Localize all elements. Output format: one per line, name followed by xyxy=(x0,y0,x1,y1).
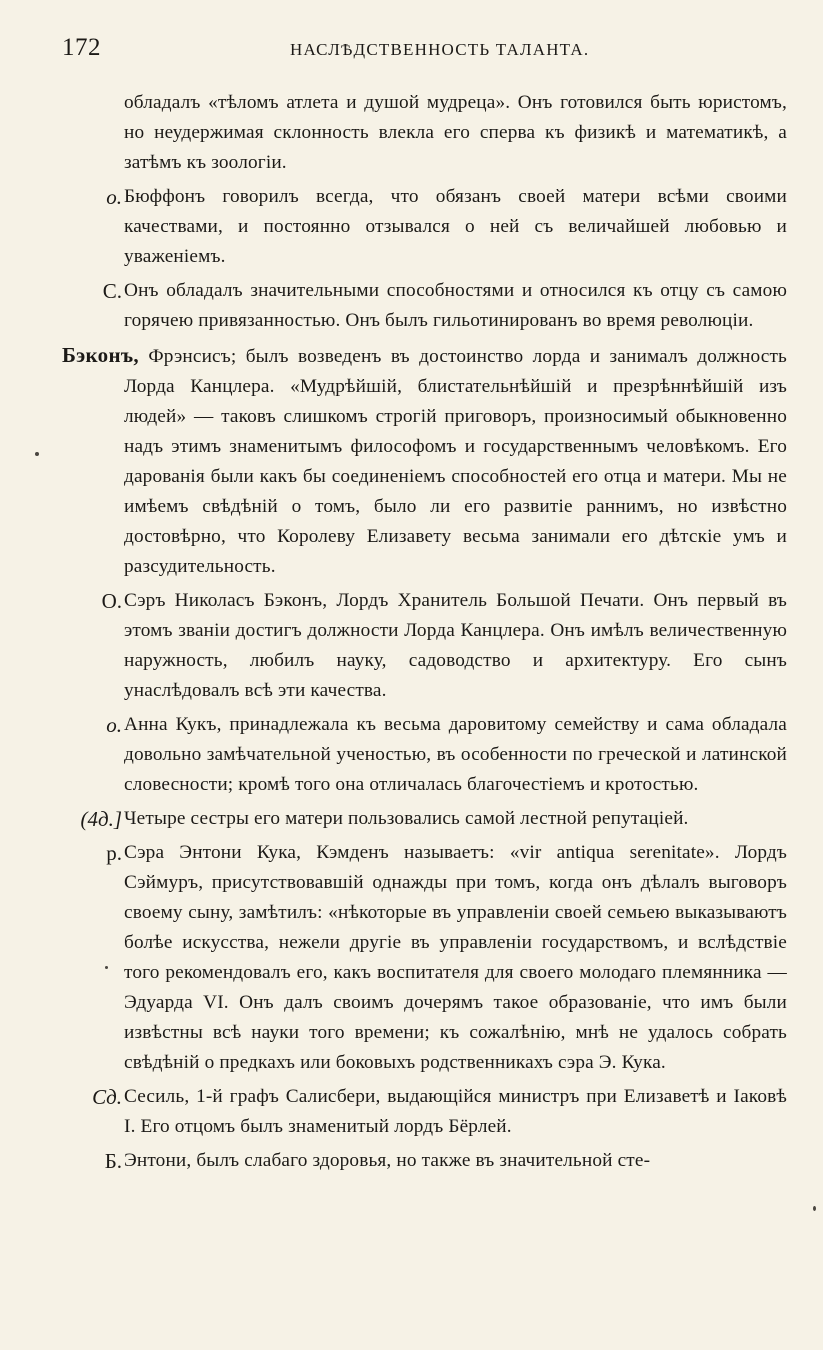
entry-body: Фрэнсисъ; былъ возведенъ въ достоинство лорда и занималъ должность Лорда Канцлера. «Мудрѣйшій, блистательнѣйшій и презрѣннѣйшій изъ людей» — таковъ слишкомъ строгій приговоръ, произносимый обыкновенно надъ этимъ знаменитымъ философомъ и государственнымъ человѣкомъ. Его дарованія были какъ бы соединеніемъ способностей его отца и матери. Мы не имѣемъ свѣдѣній о томъ, было ли его развитіе раннимъ, но извѣстно достовѣрно, что Королеву Елизавету весьма занимали его дѣтскіе умъ и разсудительность. xyxy=(124,346,787,577)
entry-label: С. xyxy=(102,279,122,303)
page-header xyxy=(62,34,782,68)
entry-text: Сэръ Николасъ Бэконъ, Лордъ Хранитель Большой Печати. Онъ первый въ этомъ званіи достигъ должности Лорда Канцлера. Онъ имѣлъ величественную наружность, любилъ науку, садоводство и архитектуру. Его сынъ унаслѣдовалъ всѣ эти качества. xyxy=(124,590,787,701)
entry-text: Четыре сестры его матери пользовались самой лестной репутаціей. xyxy=(124,808,689,829)
entry-mother-cook xyxy=(62,710,787,800)
entry-son xyxy=(62,276,787,336)
print-speck xyxy=(35,452,39,456)
paragraph-continuation xyxy=(62,88,787,178)
entry-father xyxy=(62,586,787,706)
entry-text: Энтони, былъ слабаго здоровья, но также въ значительной сте- xyxy=(124,1150,651,1171)
running-title: НАСЛѢДСТВЕННОСТЬ ТАЛАНТА. xyxy=(290,40,590,59)
print-speck xyxy=(105,966,108,969)
entry-label: р. xyxy=(106,841,122,865)
entry-label: (4д.] xyxy=(80,807,122,831)
entry-cousin xyxy=(62,1082,787,1142)
entry-bacon xyxy=(62,340,787,582)
entry-text: Сесиль, 1-й графъ Салисбери, выдающійся министръ при Елизаветѣ и Іаковѣ I. Его отцомъ былъ знаменитый лордъ Бёрлей. xyxy=(124,1086,787,1137)
entry-grandfather xyxy=(62,838,787,1078)
entry-text: Бюффонъ говорилъ всегда, что обязанъ своей матери всѣми своими качествами, и постоянно отзывался о ней съ величайшей любовью и уваженіемъ. xyxy=(124,186,787,267)
paragraph-text: обладалъ «тѣломъ атлета и душой мудреца». Онъ готовился быть юристомъ, но неудержимая склонность влекла его сперва къ физикѣ и математикѣ, а затѣмъ къ зоологіи. xyxy=(124,92,787,173)
entry-text: Сэра Энтони Кука, Кэмденъ называетъ: «vir antiqua serenitate». Лордъ Сэймуръ, присутствовавшій однажды при томъ, когда онъ дѣлалъ выговоръ своему сыну, замѣтилъ: «нѣкоторые въ управленіи своей семьею выказываютъ болѣе искусства, нежели другіе въ управленіи государствомъ, и вслѣдствіе того рекомендовалъ его, какъ воспитателя для своего молодаго племянника — Эдуарда VI. Онъ далъ своимъ дочерямъ такое образованіе, что имъ были извѣстны всѣ науки того времени; къ сожалѣнію, мнѣ не удалось собрать свѣдѣній о предкахъ или боковыхъ родственникахъ сэра Э. Кука. xyxy=(124,842,787,1073)
entry-label: О. xyxy=(101,589,122,613)
entry-label: о. xyxy=(106,713,122,737)
print-speck xyxy=(813,1206,816,1211)
entry-brother xyxy=(62,1146,787,1176)
entry-text: Онъ обладалъ значительными способностями и относился къ отцу съ самою горячею привязанностью. Онъ былъ гильотинированъ во время революціи. xyxy=(124,280,787,331)
page-body xyxy=(62,88,787,1180)
entry-text xyxy=(62,340,787,582)
entry-label: Б. xyxy=(104,1149,122,1173)
page-number: 172 xyxy=(62,34,101,61)
entry-label: Сд. xyxy=(92,1085,122,1109)
entry-aunts xyxy=(62,804,787,834)
entry-headword: Бэконъ, xyxy=(62,343,139,367)
entry-label: о. xyxy=(106,185,122,209)
entry-mother xyxy=(62,182,787,272)
entry-text: Анна Кукъ, принадлежала къ весьма даровитому семейству и сама обладала довольно замѣчательной ученостью, въ особенности по греческой и латинской словесности; кромѣ того она отличалась благочестіемъ и кротостью. xyxy=(124,714,787,795)
